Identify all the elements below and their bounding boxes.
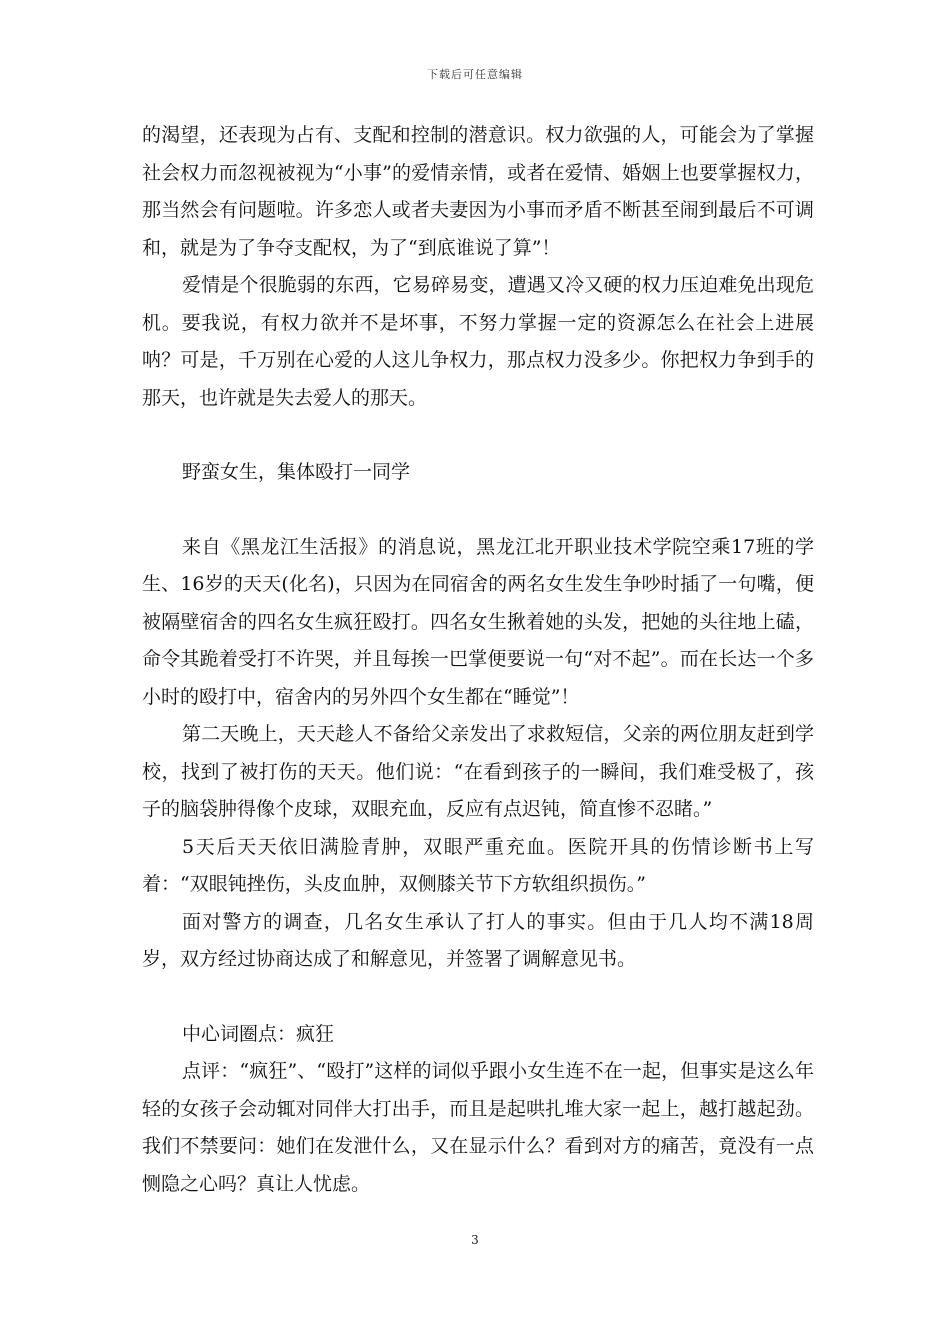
spacer (142, 417, 814, 454)
spacer (142, 979, 814, 1016)
keyword-heading: 中心词圈点：疯狂 (182, 1022, 335, 1045)
paragraph-commentary: 点评：“疯狂”、“殴打”这样的词似乎跟小女生连不在一起，但事实是这么年轻的女孩子会动辄对同伴大打出手，而且是起哄扎堆大家一起上，越打越起劲。我们不禁要问：她们在发泄什么，又在显示什么？看到对方的痛苦，竟没有一点恻隐之心吗？真让人忧虑。 (142, 1060, 814, 1195)
paragraph-injuries: 5天后天天依旧满脸青肿，双眼严重充血。医院开具的伤情诊断书上写着：“双眼钝挫伤，头皮血肿，双侧膝关节下方软组织损伤。” (142, 835, 814, 895)
paragraph-power-desire: 的渴望，还表现为占有、支配和控制的潜意识。权力欲强的人，可能会为了掌握社会权力而忽视被视为“小事”的爱情亲情，或者在爱情、婚姻上也要掌握权力，那当然会有问题啦。许多恋人或者夫妻因为小事而矛盾不断甚至闹到最后不可调和，就是为了争夺支配权，为了“到底谁说了算”！ (142, 124, 814, 259)
paragraph-love-fragile: 爱情是个很脆弱的东西，它易碎易变，遭遇又冷又硬的权力压迫难免出现危机。要我说，有权力欲并不是坏事，不努力掌握一定的资源怎么在社会上进展呐？可是，千万别在心爱的人这儿争权力，那点权力没多少。你把权力争到手的那天，也许就是失去爱人的那天。 (142, 274, 814, 409)
section-heading: 野蛮女生，集体殴打一同学 (182, 461, 411, 483)
page-header: 下载后可任意编辑 (427, 68, 523, 81)
page-number: 3 (471, 1233, 479, 1247)
document-body (142, 117, 814, 1203)
spacer (142, 492, 814, 529)
paragraph-next-day: 第二天晚上，天天趁人不备给父亲发出了求救短信，父亲的两位朋友赶到学校，找到了被打伤的天天。他们说：“在看到孩子的一瞬间，我们难受极了，孩子的脑袋肿得像个皮球，双眼充血，反应有点迟钝，简直惨不忍睹。” (142, 723, 814, 820)
paragraph-news-report: 来自《黑龙江生活报》的消息说，黑龙江北开职业技术学院空乘17班的学生、16岁的天天(化名)，只因为在同宿舍的两名女生发生争吵时插了一句嘴，便被隔壁宿舍的四名女生疯狂殴打。四名女生揪着她的头发，把她的头往地上磕，命令其跪着受打不许哭，并且每挨一巴掌便要说一句“对不起”。而在长达一个多小时的殴打中，宿舍内的另外四个女生都在“睡觉”！ (142, 535, 814, 708)
paragraph-settlement: 面对警方的调查，几名女生承认了打人的事实。但由于几人均不满18周岁，双方经过协商达成了和解意见，并签署了调解意见书。 (142, 910, 814, 970)
